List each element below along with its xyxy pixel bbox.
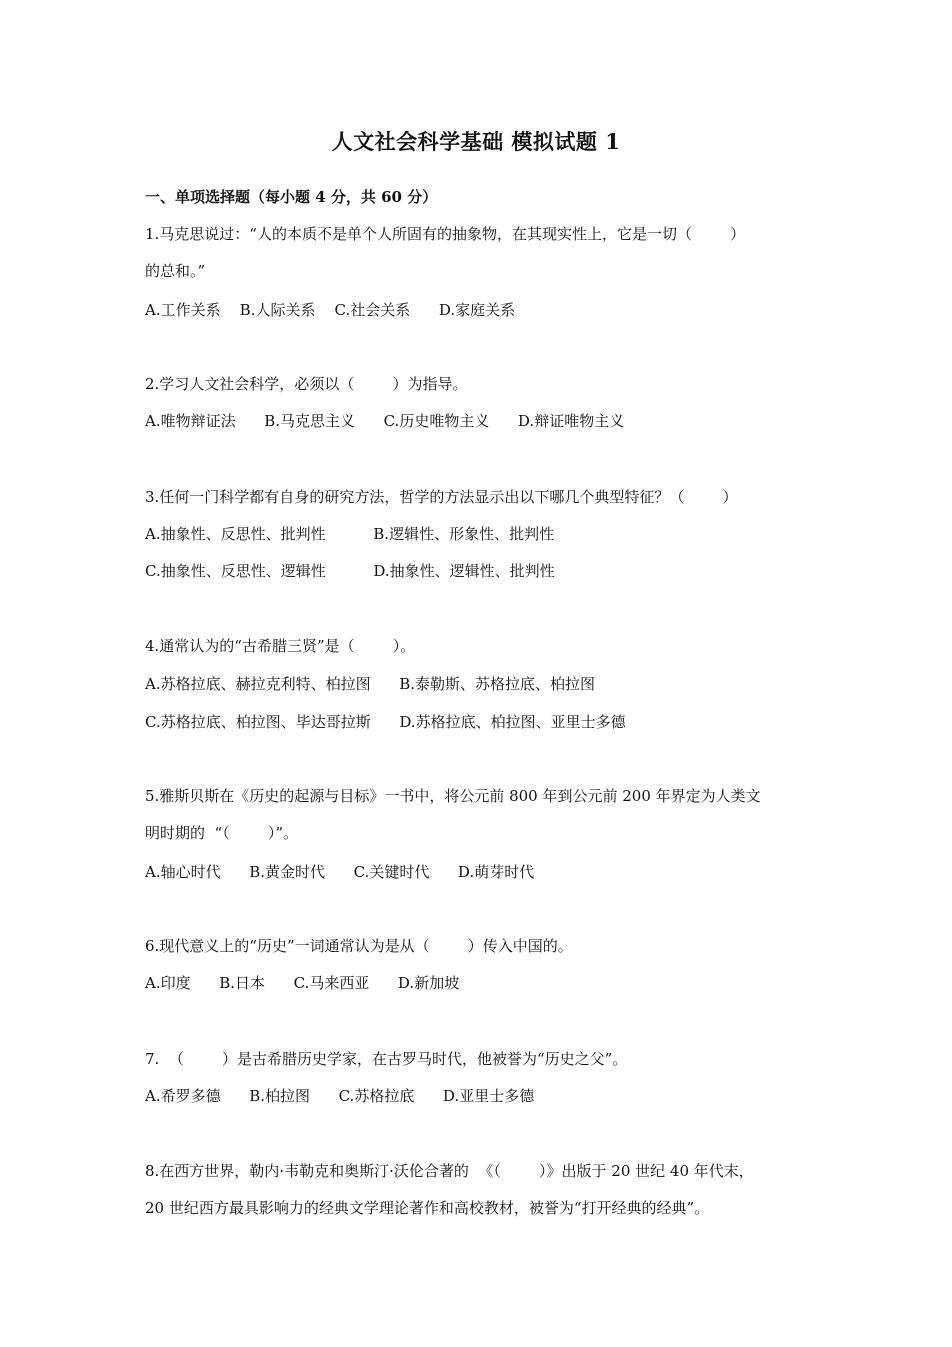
question-2-options: A.唯物辩证法 B.马克思主义 C.历史唯物主义 D.辩证唯物主义	[145, 412, 625, 430]
question-5-options: A.轴心时代 B.黄金时代 C.关键时代 D.萌芽时代	[145, 863, 535, 881]
page-title: 人文社会科学基础 模拟试题 1	[331, 129, 621, 154]
question-8-text-line-2: 20 世纪西方最具影响力的经典文学理论著作和高校教材，被誉为“打开经典的经典”。	[145, 1199, 710, 1217]
question-2-text: 2.学习人文社会科学，必须以（ ）为指导。	[145, 375, 468, 393]
question-4-options-line-1: A.苏格拉底、赫拉克利特、柏拉图 B.泰勒斯、苏格拉底、柏拉图	[145, 675, 596, 693]
question-5-text-line-1: 5.雅斯贝斯在《历史的起源与目标》一书中，将公元前 800 年到公元前 200 年界定为人类文	[145, 787, 761, 805]
question-5-text-line-2: 明时期的 “（ ）”。	[145, 824, 299, 842]
question-1-text-line-2: 的总和。”	[145, 262, 206, 280]
question-7-text: 7. （ ）是古希腊历史学家，在古罗马时代，他被誉为“历史之父”。	[145, 1050, 628, 1068]
question-3-text: 3.任何一门科学都有自身的研究方法，哲学的方法显示出以下哪几个典型特征？（ ）	[145, 488, 738, 506]
question-6-text: 6.现代意义上的“历史”一词通常认为是从（ ）传入中国的。	[145, 937, 573, 955]
question-3-options-line-1: A.抽象性、反思性、批判性 B.逻辑性、形象性、批判性	[145, 525, 555, 543]
question-8-text-line-1: 8.在西方世界，勒内·韦勒克和奥斯汀·沃伦合著的 《（ ）》出版于 20 世纪 40 年代末，	[145, 1162, 754, 1180]
question-4-options-line-2: C.苏格拉底、柏拉图、毕达哥拉斯 D.苏格拉底、柏拉图、亚里士多德	[145, 713, 626, 731]
question-3-options-line-2: C.抽象性、反思性、逻辑性 D.抽象性、逻辑性、批判性	[145, 562, 555, 580]
question-6-options: A.印度 B.日本 C.马来西亚 D.新加坡	[145, 974, 460, 992]
question-1-options: A.工作关系 B.人际关系 C.社会关系 D.家庭关系	[145, 301, 516, 319]
section-heading: 一、单项选择题（每小题 4 分，共 60 分）	[145, 188, 438, 206]
question-1-text-line-1: 1.马克思说过：“人的本质不是单个人所固有的抽象物，在其现实性上，它是一切（ ）	[145, 225, 746, 243]
question-7-options: A.希罗多德 B.柏拉图 C.苏格拉底 D.亚里士多德	[145, 1087, 535, 1105]
question-4-text: 4.通常认为的“古希腊三贤”是（ ）。	[145, 637, 416, 655]
